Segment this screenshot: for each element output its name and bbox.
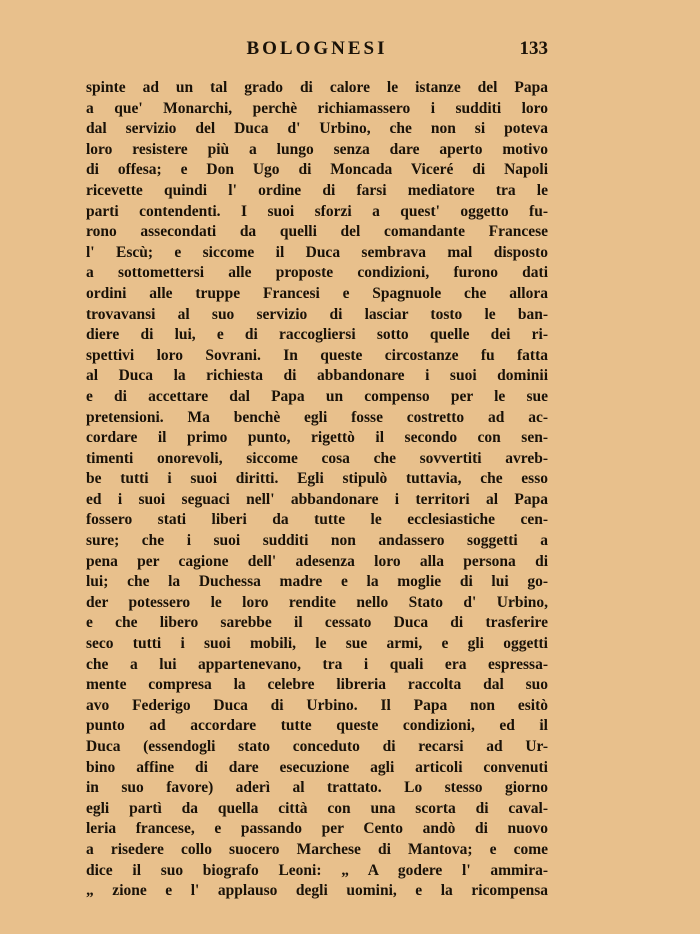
text-line: pretensioni. Ma benchè egli fosse costretto ad ac-	[86, 408, 548, 426]
text-line: Duca (essendogli stato conceduto di recarsi ad Ur-	[86, 738, 548, 755]
text-line: seco tutti i suoi mobili, le sue armi, e gli oggetti	[86, 635, 548, 653]
body-text	[86, 78, 548, 902]
text-line: mente compresa la celebre libreria raccolta dal suo	[86, 676, 548, 694]
text-line: diere di lui, e di raccogliersi sotto quelle dei ri-	[86, 326, 548, 344]
text-line: avo Federigo Duca di Urbino. Il Papa non esitò	[86, 696, 548, 714]
text-line: e che libero sarebbe il cessato Duca di trasferire	[86, 614, 548, 632]
text-line: ricevette quindi l' ordine di farsi mediatore tra le	[86, 181, 548, 199]
text-line: „ zione e l' applauso degli uomini, e la ricompensa	[86, 882, 548, 900]
text-line: ed i suoi seguaci nell' abbandonare i territori al Papa	[86, 490, 548, 508]
text-line: dice il suo biografo Leoni: „ A godere l' ammira-	[86, 861, 548, 879]
text-line: be tutti i suoi diritti. Egli stipulò tuttavia, che esso	[86, 470, 548, 488]
text-line: dal servizio del Duca d' Urbino, che non si poteva	[86, 120, 548, 138]
text-line: al Duca la richiesta di abbandonare i suoi dominii	[86, 367, 548, 385]
running-head	[86, 38, 548, 68]
text-line: leria francese, e passando per Cento andò di nuovo	[86, 820, 548, 838]
text-line: parti contendenti. I suoi sforzi a quest' oggetto fu-	[86, 202, 548, 220]
text-line: l' Escù; e siccome il Duca sembrava mal disposto	[86, 243, 548, 261]
text-line: trovavansi al suo servizio di lasciar tosto le ban-	[86, 305, 548, 323]
text-line: bino affine di dare esecuzione agli articoli convenuti	[86, 758, 548, 776]
text-line: egli partì da quella città con una scorta di caval-	[86, 799, 548, 817]
running-head-title: BOLOGNESI	[246, 38, 388, 59]
page-number: 133	[519, 38, 548, 59]
text-line: pena per cagione dell' adesenza loro alla persona di	[86, 552, 548, 570]
text-line: loro resistere più a lungo senza dare aperto motivo	[86, 140, 548, 158]
text-line: lui; che la Duchessa madre e la moglie di lui go-	[86, 573, 548, 591]
text-line: spinte ad un tal grado di calore le istanze del Papa	[86, 79, 548, 96]
text-line: a que' Monarchi, perchè richiamassero i sudditi loro	[86, 99, 548, 117]
text-line: sure; che i suoi sudditi non andassero soggetti a	[86, 532, 548, 550]
text-line: punto ad accordare tutte queste condizioni, ed il	[86, 717, 548, 735]
text-line: che a lui appartenevano, tra i quali era espressa-	[86, 655, 548, 673]
text-line: spettivi loro Sovrani. In queste circostanze fu fatta	[86, 346, 548, 364]
text-line: fossero stati liberi da tutte le ecclesiastiche cen-	[86, 511, 548, 529]
text-line: rono assecondati da quelli del comandante Francese	[86, 223, 548, 241]
text-line: der potessero le loro rendite nello Stato d' Urbino,	[86, 593, 548, 611]
text-line: cordare il primo punto, rigettò il secondo con sen-	[86, 429, 548, 447]
text-line: di offesa; e Don Ugo di Moncada Viceré di Napoli	[86, 161, 548, 179]
text-line: e di accettare dal Papa un compenso per le sue	[86, 387, 548, 405]
text-line: timenti onorevoli, siccome cosa che sovvertiti avreb-	[86, 449, 548, 467]
text-line: a risedere collo suocero Marchese di Mantova; e come	[86, 840, 548, 858]
text-line: ordini alle truppe Francesi e Spagnuole che allora	[86, 284, 548, 302]
text-line: in suo favore) aderì al trattato. Lo stesso giorno	[86, 779, 548, 797]
text-line: a sottomettersi alle proposte condizioni, furono dati	[86, 264, 548, 282]
